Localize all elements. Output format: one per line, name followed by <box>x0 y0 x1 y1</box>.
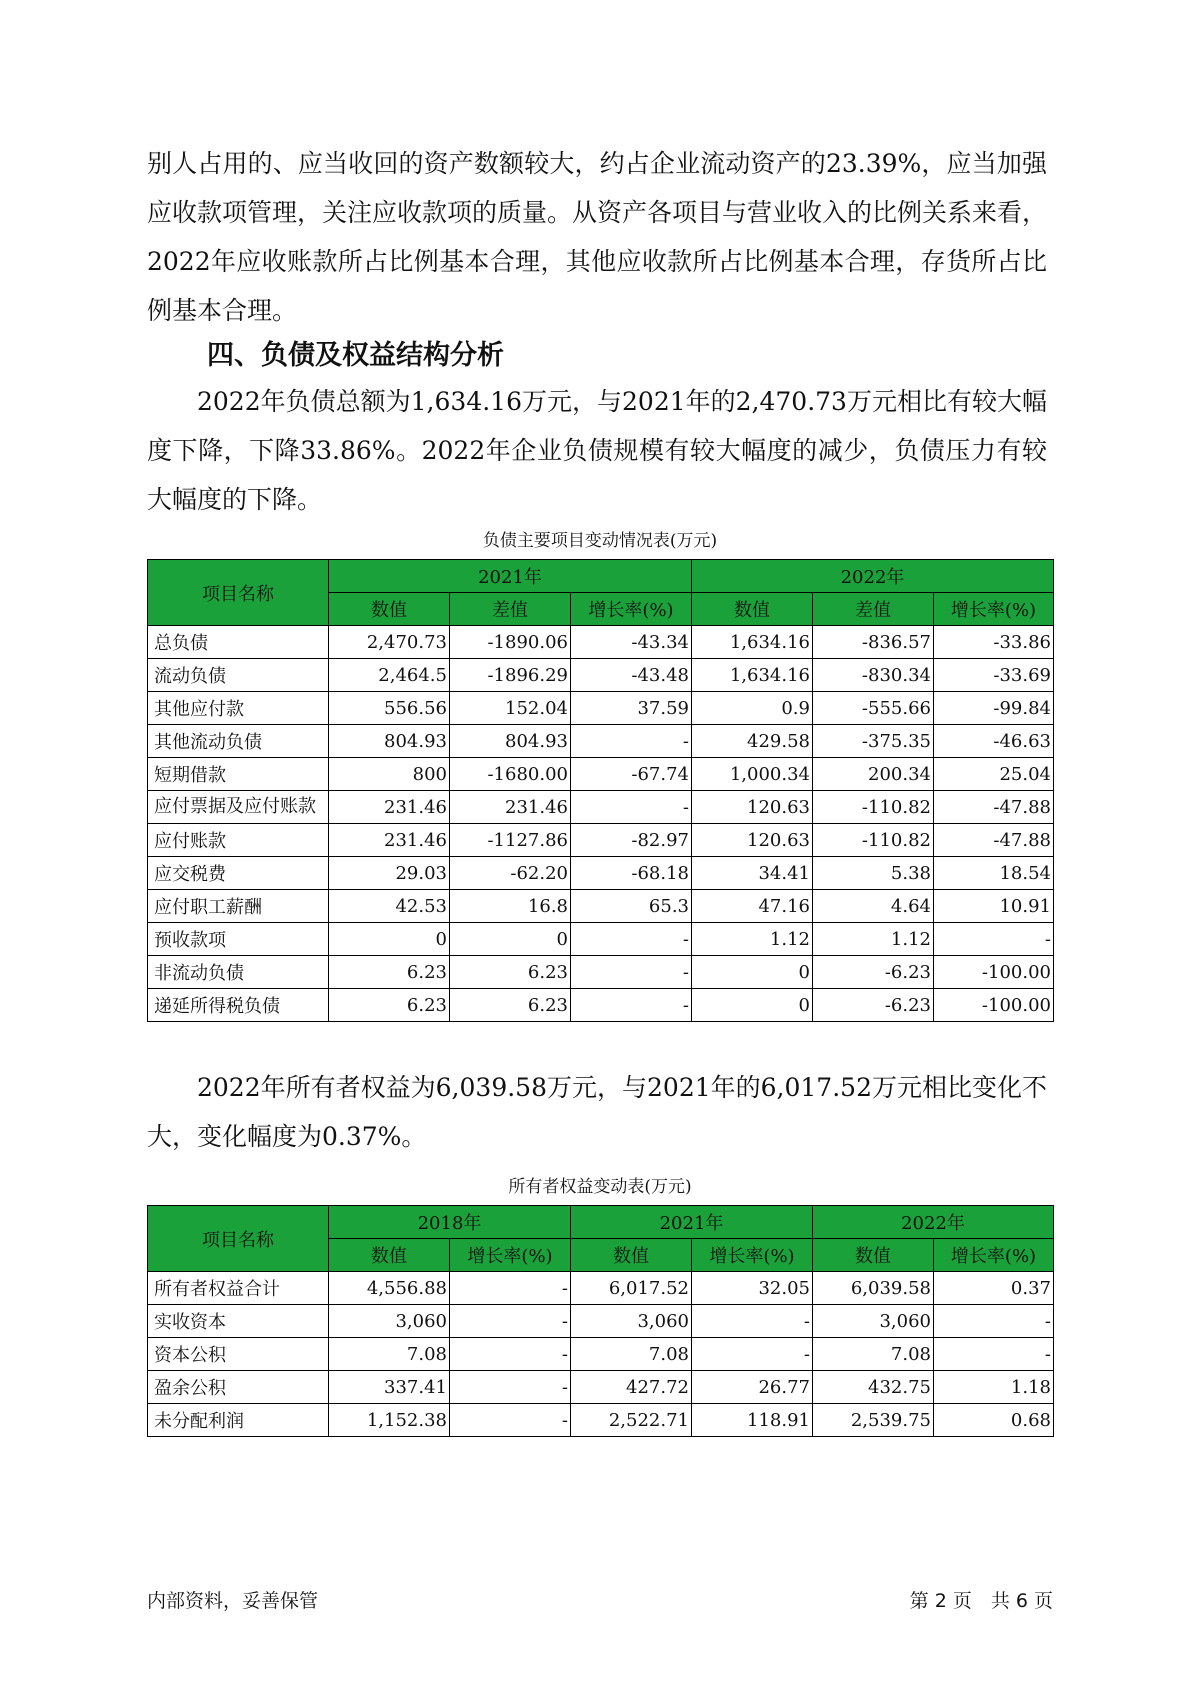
cell-value: -1127.86 <box>450 824 571 857</box>
cell-value: - <box>692 1338 813 1371</box>
row-label: 盈余公积 <box>148 1371 329 1404</box>
table-row <box>148 1338 1054 1371</box>
cell-value: 1.12 <box>692 923 813 956</box>
row-label: 应付票据及应付账款 <box>148 791 329 824</box>
row-label: 未分配利润 <box>148 1404 329 1437</box>
header-year: 2018年 <box>329 1206 571 1239</box>
cell-value: 1,152.38 <box>329 1404 450 1437</box>
cell-value: 804.93 <box>450 725 571 758</box>
cell-value: -82.97 <box>571 824 692 857</box>
subheader: 增长率(%) <box>934 1239 1054 1272</box>
cell-value: 118.91 <box>692 1404 813 1437</box>
table-row <box>148 791 1054 824</box>
table-row <box>148 824 1054 857</box>
cell-value: -99.84 <box>934 692 1054 725</box>
cell-value: 0.37 <box>934 1272 1054 1305</box>
table-row <box>148 659 1054 692</box>
cell-value: 800 <box>329 758 450 791</box>
equity-table-body <box>148 1272 1054 1437</box>
cell-value: -43.34 <box>571 626 692 659</box>
cell-value: 200.34 <box>813 758 934 791</box>
section-heading: 四、负债及权益结构分析 <box>207 340 504 371</box>
cell-value: - <box>571 989 692 1022</box>
cell-value: -6.23 <box>813 956 934 989</box>
cell-value: 65.3 <box>571 890 692 923</box>
row-label: 流动负债 <box>148 659 329 692</box>
cell-value: 7.08 <box>813 1338 934 1371</box>
cell-value: -836.57 <box>813 626 934 659</box>
cell-value: 3,060 <box>813 1305 934 1338</box>
subheader: 增长率(%) <box>692 1239 813 1272</box>
table2-caption: 所有者权益变动表(万元) <box>508 1177 692 1197</box>
equity-table <box>147 1205 1054 1437</box>
cell-value: -62.20 <box>450 857 571 890</box>
header-year: 2022年 <box>813 1206 1054 1239</box>
cell-value: 34.41 <box>692 857 813 890</box>
cell-value: 6.23 <box>329 989 450 1022</box>
cell-value: 25.04 <box>934 758 1054 791</box>
subheader: 数值 <box>692 593 813 626</box>
cell-value: 3,060 <box>571 1305 692 1338</box>
cell-value: -100.00 <box>934 956 1054 989</box>
row-label: 应交税费 <box>148 857 329 890</box>
cell-value: - <box>571 791 692 824</box>
cell-value: 26.77 <box>692 1371 813 1404</box>
table-row <box>148 1305 1054 1338</box>
cell-value: - <box>934 1305 1054 1338</box>
row-label: 递延所得税负债 <box>148 989 329 1022</box>
liabilities-table <box>147 559 1054 1022</box>
cell-value: -33.69 <box>934 659 1054 692</box>
cell-value: -1890.06 <box>450 626 571 659</box>
cell-value: 231.46 <box>329 824 450 857</box>
cell-value: -68.18 <box>571 857 692 890</box>
cell-value: 6.23 <box>450 956 571 989</box>
paragraph-liabilities: 2022年负债总额为1,634.16万元，与2021年的2,470.73万元相比有较大幅度下降，下降33.86%。2022年企业负债规模有较大幅度的减少，负债压力有较大幅度的下降。 <box>147 387 1047 514</box>
cell-value: -67.74 <box>571 758 692 791</box>
cell-value: 1.12 <box>813 923 934 956</box>
cell-value: 231.46 <box>329 791 450 824</box>
cell-value: 1,000.34 <box>692 758 813 791</box>
cell-value: 0 <box>692 989 813 1022</box>
table1-caption: 负债主要项目变动情况表(万元) <box>482 531 718 551</box>
table-row <box>148 758 1054 791</box>
cell-value: 16.8 <box>450 890 571 923</box>
cell-value: 0.68 <box>934 1404 1054 1437</box>
row-label: 非流动负债 <box>148 956 329 989</box>
cell-value: 47.16 <box>692 890 813 923</box>
cell-value: -110.82 <box>813 824 934 857</box>
cell-value: 0 <box>329 923 450 956</box>
row-label: 短期借款 <box>148 758 329 791</box>
cell-value: -47.88 <box>934 824 1054 857</box>
subheader: 数值 <box>813 1239 934 1272</box>
cell-value: 4.64 <box>813 890 934 923</box>
cell-value: 0.9 <box>692 692 813 725</box>
table-row <box>148 923 1054 956</box>
cell-value: -46.63 <box>934 725 1054 758</box>
cell-value: 2,470.73 <box>329 626 450 659</box>
table-row <box>148 857 1054 890</box>
cell-value: 1,634.16 <box>692 626 813 659</box>
cell-value: 429.58 <box>692 725 813 758</box>
cell-value: 6.23 <box>450 989 571 1022</box>
cell-value: - <box>450 1404 571 1437</box>
cell-value: 7.08 <box>571 1338 692 1371</box>
row-label: 预收款项 <box>148 923 329 956</box>
cell-value: - <box>450 1371 571 1404</box>
cell-value: 6,039.58 <box>813 1272 934 1305</box>
header-year: 2021年 <box>571 1206 813 1239</box>
table-row <box>148 692 1054 725</box>
subheader: 增长率(%) <box>450 1239 571 1272</box>
cell-value: -555.66 <box>813 692 934 725</box>
cell-value: 2,522.71 <box>571 1404 692 1437</box>
cell-value: 0 <box>692 956 813 989</box>
table-row <box>148 1371 1054 1404</box>
cell-value: 427.72 <box>571 1371 692 1404</box>
cell-value: 120.63 <box>692 791 813 824</box>
header-year: 2021年 <box>329 560 692 593</box>
row-label: 总负债 <box>148 626 329 659</box>
cell-value: -1896.29 <box>450 659 571 692</box>
cell-value: - <box>571 956 692 989</box>
cell-value: -47.88 <box>934 791 1054 824</box>
cell-value: - <box>450 1338 571 1371</box>
cell-value: - <box>571 923 692 956</box>
liabilities-table-body <box>148 626 1054 1022</box>
cell-value: -33.86 <box>934 626 1054 659</box>
cell-value: - <box>934 1338 1054 1371</box>
header-item-name: 项目名称 <box>148 560 329 626</box>
cell-value: 6.23 <box>329 956 450 989</box>
cell-value: - <box>450 1305 571 1338</box>
cell-value: -110.82 <box>813 791 934 824</box>
cell-value: 556.56 <box>329 692 450 725</box>
cell-value: 120.63 <box>692 824 813 857</box>
cell-value: - <box>692 1305 813 1338</box>
paragraph-receivables: 别人占用的、应当收回的资产数额较大，约占企业流动资产的23.39%，应当加强应收款项管理，关注应收款项的质量。从资产各项目与营业收入的比例关系来看，2022年应收账款所占比例基本合理，其他应收款所占比例基本合理，存货所占比例基本合理。 <box>147 149 1048 325</box>
table-row <box>148 725 1054 758</box>
footer-confidential-note: 内部资料，妥善保管 <box>147 1590 319 1612</box>
header-year: 2022年 <box>692 560 1054 593</box>
cell-value: 1.18 <box>934 1371 1054 1404</box>
row-label: 应付职工薪酬 <box>148 890 329 923</box>
cell-value: 37.59 <box>571 692 692 725</box>
row-label: 所有者权益合计 <box>148 1272 329 1305</box>
header-item-name: 项目名称 <box>148 1206 329 1272</box>
cell-value: 7.08 <box>329 1338 450 1371</box>
subheader: 数值 <box>571 1239 692 1272</box>
cell-value: 32.05 <box>692 1272 813 1305</box>
cell-value: - <box>571 725 692 758</box>
cell-value: - <box>934 923 1054 956</box>
cell-value: 6,017.52 <box>571 1272 692 1305</box>
cell-value: 10.91 <box>934 890 1054 923</box>
cell-value: 5.38 <box>813 857 934 890</box>
subheader: 数值 <box>329 1239 450 1272</box>
subheader: 增长率(%) <box>934 593 1054 626</box>
subheader: 增长率(%) <box>571 593 692 626</box>
cell-value: 0 <box>450 923 571 956</box>
row-label: 实收资本 <box>148 1305 329 1338</box>
cell-value: 2,539.75 <box>813 1404 934 1437</box>
cell-value: -1680.00 <box>450 758 571 791</box>
table-row <box>148 1272 1054 1305</box>
cell-value: -6.23 <box>813 989 934 1022</box>
cell-value: 432.75 <box>813 1371 934 1404</box>
cell-value: 42.53 <box>329 890 450 923</box>
cell-value: -830.34 <box>813 659 934 692</box>
table-row <box>148 890 1054 923</box>
subheader: 差值 <box>813 593 934 626</box>
subheader: 数值 <box>329 593 450 626</box>
cell-value: 1,634.16 <box>692 659 813 692</box>
paragraph-equity: 2022年所有者权益为6,039.58万元，与2021年的6,017.52万元相比变化不大，变化幅度为0.37%。 <box>147 1073 1047 1151</box>
row-label: 其他流动负债 <box>148 725 329 758</box>
table-row <box>148 1404 1054 1437</box>
footer-page-number: 第 2 页 共 6 页 <box>909 1590 1053 1612</box>
cell-value: - <box>450 1272 571 1305</box>
cell-value: 18.54 <box>934 857 1054 890</box>
row-label: 资本公积 <box>148 1338 329 1371</box>
cell-value: 2,464.5 <box>329 659 450 692</box>
row-label: 应付账款 <box>148 824 329 857</box>
cell-value: 337.41 <box>329 1371 450 1404</box>
cell-value: -375.35 <box>813 725 934 758</box>
cell-value: 3,060 <box>329 1305 450 1338</box>
cell-value: -43.48 <box>571 659 692 692</box>
table-row <box>148 989 1054 1022</box>
cell-value: 804.93 <box>329 725 450 758</box>
table-row <box>148 626 1054 659</box>
cell-value: 231.46 <box>450 791 571 824</box>
row-label: 其他应付款 <box>148 692 329 725</box>
table-row <box>148 956 1054 989</box>
subheader: 差值 <box>450 593 571 626</box>
cell-value: 29.03 <box>329 857 450 890</box>
cell-value: -100.00 <box>934 989 1054 1022</box>
cell-value: 4,556.88 <box>329 1272 450 1305</box>
cell-value: 152.04 <box>450 692 571 725</box>
